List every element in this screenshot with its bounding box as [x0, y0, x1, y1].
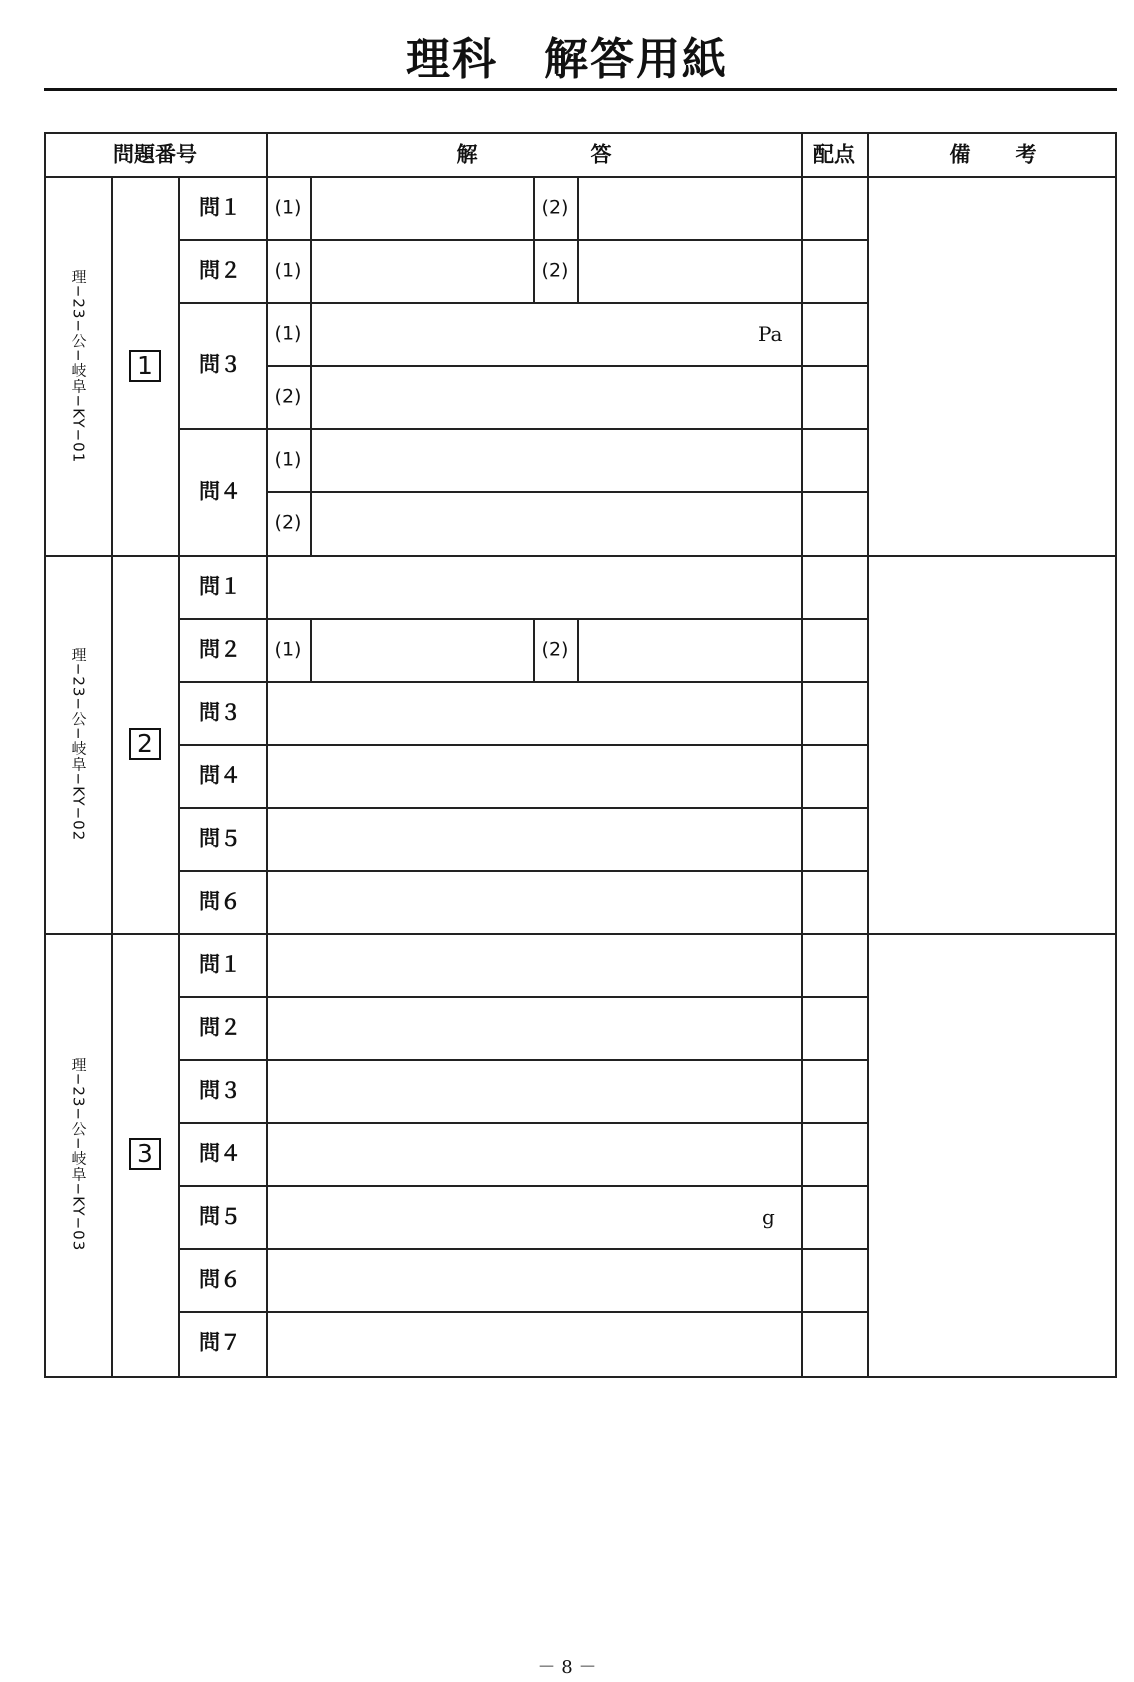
section-number-box: 2	[129, 728, 161, 760]
section-code: 理−23−公−岐阜−KY−02	[69, 646, 88, 842]
title-underline	[44, 88, 1117, 91]
question-label: 問５	[199, 1204, 241, 1229]
answer-field[interactable]	[312, 178, 532, 238]
answer-field[interactable]	[268, 683, 800, 743]
question-label: 問１	[199, 952, 241, 977]
part-label: (2)	[541, 638, 569, 661]
page-title: 理科 解答用紙	[406, 34, 728, 85]
question-label: 問６	[199, 1267, 241, 1292]
question-label: 問３	[199, 700, 241, 725]
question-label: 問５	[199, 826, 241, 851]
col-divider-code	[111, 176, 113, 1378]
part-label: (1)	[274, 322, 302, 345]
part-label: (1)	[274, 448, 302, 471]
question-label: 問４	[199, 1141, 241, 1166]
answer-field[interactable]	[268, 935, 800, 995]
answer-field[interactable]	[312, 241, 532, 301]
answer-field[interactable]	[268, 1250, 800, 1310]
answer-field[interactable]	[312, 367, 800, 427]
answer-field[interactable]	[579, 620, 800, 680]
answer-field[interactable]	[268, 746, 800, 806]
answer-field[interactable]	[268, 809, 800, 869]
question-label: 問２	[199, 1015, 241, 1040]
part-divider	[533, 176, 535, 302]
question-label: 問１	[199, 195, 241, 220]
question-label: 問４	[199, 763, 241, 788]
question-label: 問４	[199, 479, 241, 504]
header-bikou-char-1: 備	[949, 142, 971, 167]
col-divider-secnum	[178, 176, 180, 1378]
question-label: 問３	[199, 352, 241, 377]
section-number-box: 3	[129, 1138, 161, 1170]
table-border-top	[44, 132, 1117, 134]
answer-field[interactable]	[312, 304, 800, 364]
answer-field[interactable]	[268, 1187, 800, 1247]
question-label: 問７	[199, 1330, 241, 1355]
col-divider-score	[801, 132, 803, 1378]
col-divider-remarks	[867, 132, 869, 1378]
question-label: 問３	[199, 1078, 241, 1103]
answer-field[interactable]	[268, 872, 800, 932]
header-mondai-bangou: 問題番号	[113, 142, 197, 167]
answer-field[interactable]	[268, 1124, 800, 1184]
answer-field[interactable]	[268, 557, 800, 617]
header-kaitou-char-1: 解	[456, 142, 478, 167]
header-kaitou-char-2: 答	[590, 142, 612, 167]
part-label: (2)	[274, 511, 302, 534]
section-code: 理−23−公−岐阜−KY−01	[69, 268, 88, 464]
answer-field[interactable]	[312, 430, 800, 490]
part-label: (2)	[541, 259, 569, 282]
header-bikou-char-2: 考	[1015, 142, 1037, 167]
answer-field[interactable]	[268, 1313, 800, 1373]
answer-field[interactable]	[312, 493, 800, 553]
unit-label: g	[762, 1205, 775, 1229]
question-label: 問６	[199, 889, 241, 914]
part-label: (2)	[274, 385, 302, 408]
answer-sheet-table	[44, 132, 1117, 1378]
answer-field[interactable]	[268, 1061, 800, 1121]
table-border-bottom	[44, 1376, 1117, 1378]
section-number-box: 1	[129, 350, 161, 382]
page-number: － 8 －	[537, 1657, 597, 1678]
section-code: 理−23−公−岐阜−KY−03	[69, 1056, 88, 1252]
question-label: 問１	[199, 574, 241, 599]
table-border-right	[1115, 132, 1117, 1378]
answer-field[interactable]	[312, 620, 532, 680]
table-border-left	[44, 132, 46, 1378]
answer-field[interactable]	[579, 178, 800, 238]
question-label: 問２	[199, 258, 241, 283]
unit-label: Pa	[758, 322, 783, 346]
part-label: (1)	[274, 638, 302, 661]
question-label: 問２	[199, 637, 241, 662]
part-label: (1)	[274, 259, 302, 282]
header-haiten: 配点	[813, 142, 855, 167]
answer-field[interactable]	[579, 241, 800, 301]
answer-field[interactable]	[268, 998, 800, 1058]
part-divider	[533, 618, 535, 681]
part-label: (2)	[541, 196, 569, 219]
part-label: (1)	[274, 196, 302, 219]
